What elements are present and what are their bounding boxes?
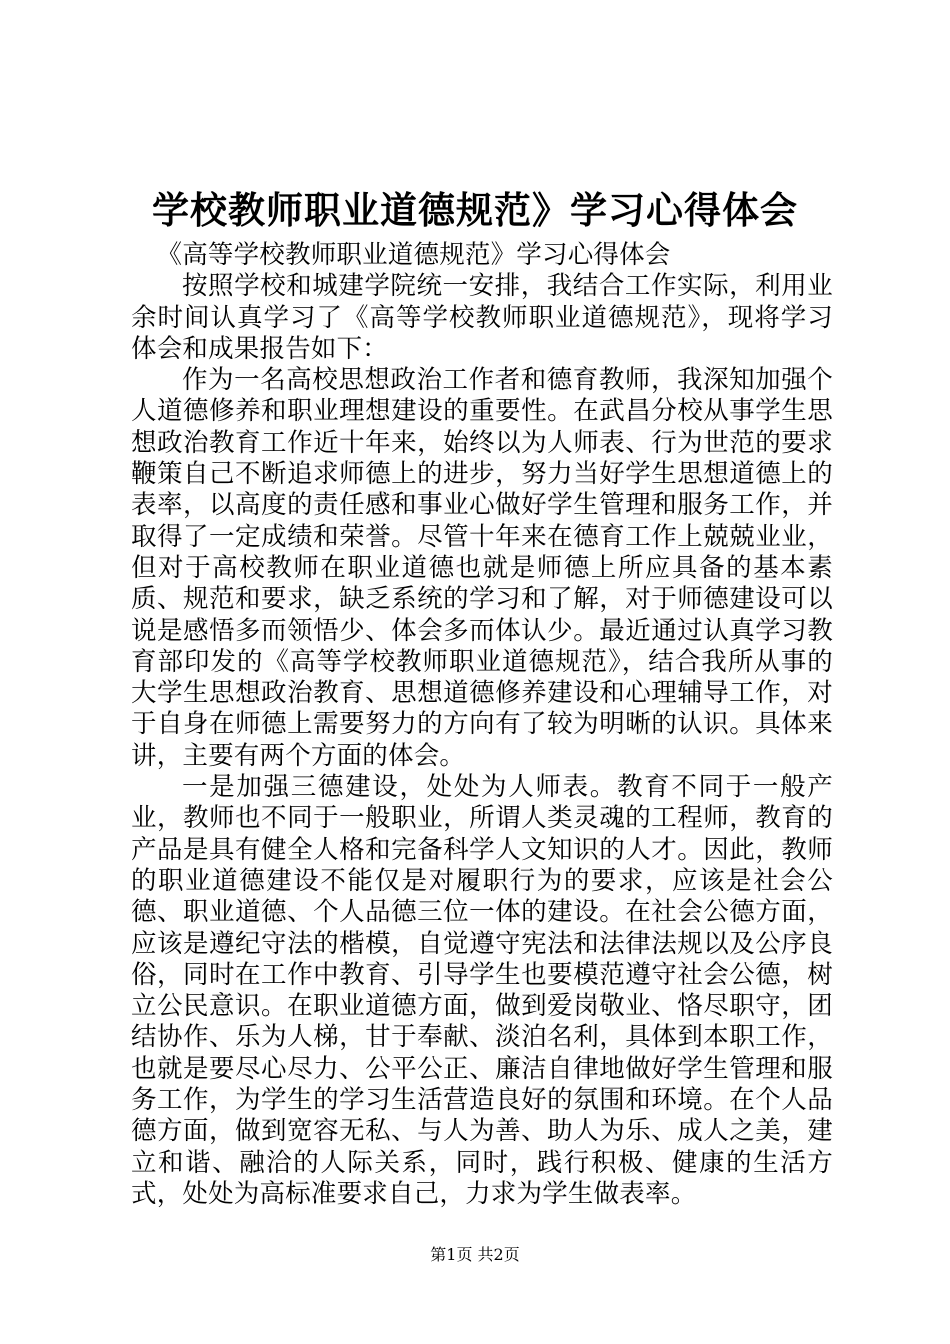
paragraph-point-one: 一是加强三德建设，处处为人师表。教育不同于一般产业，教师也不同于一般职业，所谓人类灵魂的工程师，教育的产品是具有健全人格和完备科学人文知识的人才。因此，教师的职业道德建设不能仅是对履职行为的要求，应该是社会公德、职业道德、个人品德三位一体的建设。在社会公德方面，应该是遵纪守法的楷模，自觉遵守宪法和法律法规以及公序良俗，同时在工作中教育、引导学生也要模范遵守社会公德，树立公民意识。在职业道德方面，做到爱岗敬业、恪尽职守，团结协作、乐为人梯，甘于奉献、淡泊名利，具体到本职工作，也就是要尽心尽力、公平公正、廉洁自律地做好学生管理和服务工作，为学生的学习生活营造良好的氛围和环境。在个人品德方面，做到宽容无私、与人为善、助人为乐、成人之美，建立和谐、融洽的人际关系，同时，践行积极、健康的生活方式，处处为高标准要求自己，力求为学生做表率。 bbox=[131, 772, 833, 1209]
document-title: 学校教师职业道德规范》学习心得体会 bbox=[152, 188, 798, 232]
page-footer: 第1页 共2页 bbox=[430, 1245, 520, 1264]
paragraph-background: 作为一名高校思想政治工作者和德育教师，我深知加强个人道德修养和职业理想建设的重要性。在武昌分校从事学生思想政治教育工作近十年来，始终以为人师表、行为世范的要求鞭策自己不断追求师德上的进步，努力当好学生思想道德上的表率，以高度的责任感和事业心做好学生管理和服务工作，并取得了一定成绩和荣誉。尽管十年来在德育工作上兢兢业业，但对于高校教师在职业道德也就是师德上所应具备的基本素质、规范和要求，缺乏系统的学习和了解，对于师德建设可以说是感悟多而领悟少、体会多而体认少。最近通过认真学习教育部印发的《高等学校教师职业道德规范》，结合我所从事的大学生思想政治教育、思想道德修养建设和心理辅导工作，对于自身在师德上需要努力的方向有了较为明晰的认识。具体来讲，主要有两个方面的体会。 bbox=[131, 365, 833, 771]
document-subtitle: 《高等学校教师职业道德规范》学习心得体会 bbox=[156, 240, 671, 270]
paragraph-intro: 按照学校和城建学院统一安排，我结合工作实际，利用业余时间认真学习了《高等学校教师职业道德规范》，现将学习体会和成果报告如下： bbox=[131, 271, 833, 364]
document-body bbox=[131, 240, 833, 1210]
